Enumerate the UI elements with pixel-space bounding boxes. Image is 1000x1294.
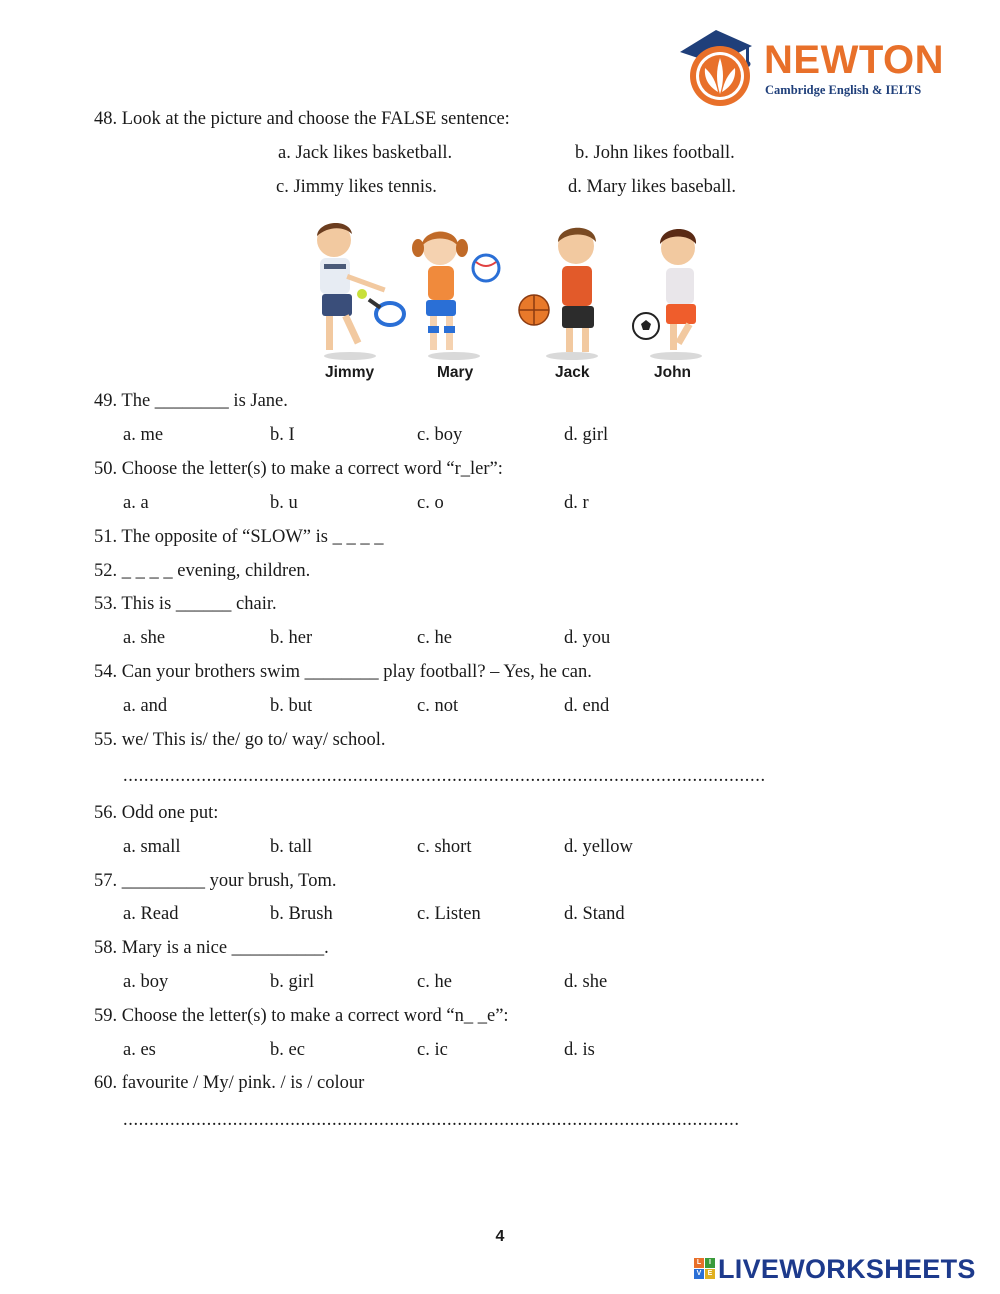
q57-option-c: c. Listen — [417, 904, 481, 924]
answer-line-55[interactable]: ........................................................................................................................... — [123, 766, 766, 786]
q57-option-d: d. Stand — [564, 904, 625, 924]
question-50: 50. Choose the letter(s) to make a correct word “r_ler”: — [94, 459, 503, 479]
q48-option-a: a. Jack likes basketball. — [278, 143, 453, 163]
question-56: 56. Odd one put: — [94, 803, 219, 823]
q48-option-b: b. John likes football. — [575, 143, 735, 163]
q49-option-b: b. I — [270, 425, 295, 445]
q50-option-d: d. r — [564, 493, 589, 513]
q58-option-a: a. boy — [123, 972, 169, 992]
mary-volleyball-figure — [412, 231, 499, 360]
q53-option-c: c. he — [417, 628, 452, 648]
q49-option-a: a. me — [123, 425, 164, 445]
answer-line-60[interactable]: ...................................................................................................................... — [123, 1110, 740, 1130]
q54-option-c: c. not — [417, 696, 459, 716]
q56-option-c: c. short — [417, 837, 472, 857]
question-52: 52. _ _ _ _ evening, children. — [94, 561, 311, 581]
q53-option-d: d. you — [564, 628, 611, 648]
jack-basketball-figure — [519, 228, 598, 360]
q48-option-c: c. Jimmy likes tennis. — [276, 177, 437, 197]
question-57: 57. _________ your brush, Tom. — [94, 871, 337, 891]
q54-option-b: b. but — [270, 696, 313, 716]
q56-option-b: b. tall — [270, 837, 313, 857]
q50-option-c: c. o — [417, 493, 444, 513]
q56-option-d: d. yellow — [564, 837, 633, 857]
q50-option-b: b. u — [270, 493, 298, 513]
q50-option-a: a. a — [123, 493, 149, 513]
q49-option-d: d. girl — [564, 425, 609, 445]
kids-sports-illustration — [300, 218, 730, 364]
question-55: 55. we/ This is/ the/ go to/ way/ school. — [94, 730, 386, 750]
q59-option-d: d. is — [564, 1040, 595, 1060]
q54-option-a: a. and — [123, 696, 168, 716]
newton-logo — [672, 22, 945, 110]
question-53: 53. This is ______ chair. — [94, 594, 277, 614]
liveworksheets-wordmark: LIVEWORKSHEETS — [718, 1254, 976, 1284]
picture-label-jimmy: Jimmy — [325, 364, 375, 381]
brand-name: NEWTON — [764, 38, 945, 82]
picture-label-john: John — [654, 364, 692, 381]
question-48: 48. Look at the picture and choose the FALSE sentence: — [94, 109, 510, 129]
q54-option-d: d. end — [564, 696, 610, 716]
picture-label-jack: Jack — [555, 364, 590, 381]
q58-option-b: b. girl — [270, 972, 315, 992]
question-54: 54. Can your brothers swim ________ play football? – Yes, he can. — [94, 662, 592, 682]
question-58: 58. Mary is a nice __________. — [94, 938, 329, 958]
question-59: 59. Choose the letter(s) to make a correct word “n_ _e”: — [94, 1006, 509, 1026]
q56-option-a: a. small — [123, 837, 181, 857]
q53-option-a: a. she — [123, 628, 166, 648]
q49-option-c: c. boy — [417, 425, 463, 445]
badge-letter-e: E — [705, 1269, 715, 1279]
question-51: 51. The opposite of “SLOW” is _ _ _ _ — [94, 527, 384, 547]
liveworksheets-logo — [692, 1254, 992, 1284]
jimmy-tennis-figure — [317, 223, 404, 360]
q48-option-d: d. Mary likes baseball. — [568, 177, 736, 197]
question-60: 60. favourite / My/ pink. / is / colour — [94, 1073, 365, 1093]
q58-option-d: d. she — [564, 972, 608, 992]
badge-letter-i: I — [705, 1258, 715, 1268]
q57-option-a: a. Read — [123, 904, 179, 924]
page-number: 4 — [495, 1228, 505, 1245]
question-49: 49. The ________ is Jane. — [94, 391, 288, 411]
q59-option-c: c. ic — [417, 1040, 448, 1060]
q59-option-b: b. ec — [270, 1040, 305, 1060]
badge-letter-l: L — [694, 1258, 704, 1268]
q59-option-a: a. es — [123, 1040, 156, 1060]
john-football-figure — [633, 229, 702, 360]
q57-option-b: b. Brush — [270, 904, 333, 924]
q53-option-b: b. her — [270, 628, 313, 648]
picture-label-mary: Mary — [437, 364, 474, 381]
badge-letter-v: V — [694, 1269, 704, 1279]
brand-tagline: Cambridge English & IELTS — [765, 83, 922, 97]
q58-option-c: c. he — [417, 972, 452, 992]
newton-emblem-icon — [672, 22, 764, 110]
